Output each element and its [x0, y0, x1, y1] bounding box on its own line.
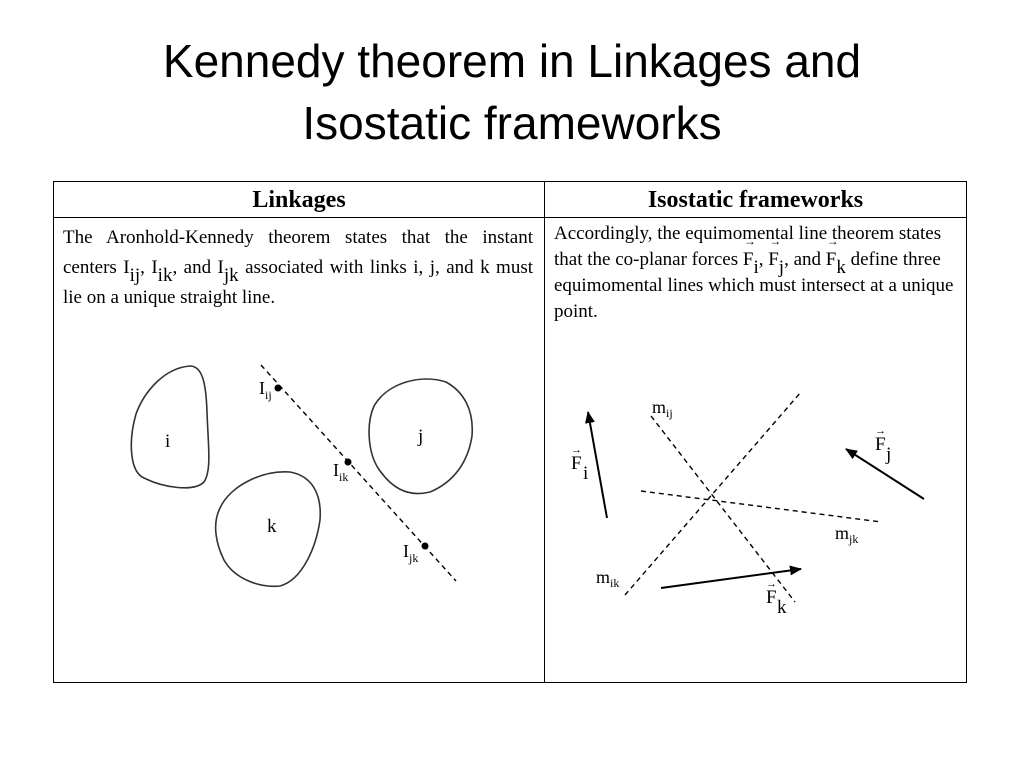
equimomental-line-ik	[625, 392, 801, 595]
link-label-k: k	[267, 516, 277, 537]
instant-center-ij-label: $I_{ij}$	[259, 378, 272, 402]
svg-text:F: F	[766, 587, 777, 608]
svg-text:→: →	[875, 425, 886, 437]
title-line-2: Isostatic frameworks	[302, 97, 722, 149]
comparison-table	[53, 181, 967, 683]
instant-center-ik-label: $I_{ik}$	[333, 460, 349, 484]
line-label-m-ik: $m_{ik}$	[596, 567, 620, 590]
force-arrow-j	[846, 449, 924, 499]
symbol-f-j: → Fj	[768, 249, 784, 270]
linkages-text-start: The Aronhold-Kennedy theorem states that the instant centers	[63, 227, 533, 278]
symbol-f-k: → Fk	[826, 249, 846, 270]
force-arrow-k	[661, 569, 801, 588]
symbol-i-jk: Ijk	[217, 257, 239, 286]
instant-center-ik-dot	[345, 459, 352, 466]
symbol-f-i: → Fi	[743, 249, 759, 270]
force-label-f-k	[766, 578, 787, 618]
link-label-j: j	[418, 426, 424, 447]
frameworks-text-end: define three equimomental lines which must intersect at a unique point.	[554, 249, 954, 322]
symbol-i-ik: Iik	[151, 257, 173, 286]
frameworks-text-start: Accordingly, the equimomental line theorem states that the co-planar forces	[554, 223, 942, 270]
svg-text:→: →	[766, 578, 777, 590]
linkage-diagram	[54, 182, 544, 682]
force-label-f-i	[571, 444, 588, 484]
line-label-m-ij: $m_{ij}$	[652, 397, 673, 420]
instant-center-jk-dot	[422, 543, 429, 550]
header-isostatic-frameworks: Isostatic frameworks	[647, 187, 864, 213]
symbol-i-ij: Iij	[123, 257, 141, 286]
title-line-1: Kennedy theorem in Linkages and	[162, 35, 862, 87]
instant-center-ij-dot	[275, 385, 282, 392]
instant-center-jk-label: $I_{jk}$	[403, 541, 419, 565]
equimomental-line-jk	[641, 491, 881, 522]
link-label-i: i	[165, 431, 171, 452]
svg-text:j: j	[886, 444, 892, 465]
svg-text:F: F	[875, 434, 886, 455]
force-arrow-i	[588, 412, 607, 518]
framework-diagram	[545, 182, 966, 682]
linkages-description: The Aronhold-Kennedy theorem states that the instant centers Iij, Iik, and Ijk associated with links i, j, and k must lie on a unique straight line.	[63, 227, 533, 308]
force-label-f-j	[875, 425, 891, 465]
line-label-m-jk: $m_{jk}$	[835, 523, 859, 546]
linkages-text-end: associated with links i, j, and k must lie on a unique straight line.	[63, 257, 533, 308]
svg-text:i: i	[583, 463, 589, 484]
equimomental-line-ij	[651, 416, 795, 602]
svg-text:k: k	[777, 597, 787, 618]
svg-text:→: →	[571, 444, 582, 456]
frameworks-description: Accordingly, the equimomental line theorem states that the co-planar forces → Fi, → Fj, and → Fk define three equimomental lines which must intersect at a unique point.	[554, 221, 964, 325]
slide-title	[0, 30, 1024, 154]
link-body-i	[131, 366, 209, 488]
header-linkages: Linkages	[252, 187, 346, 213]
svg-text:F: F	[571, 453, 582, 474]
